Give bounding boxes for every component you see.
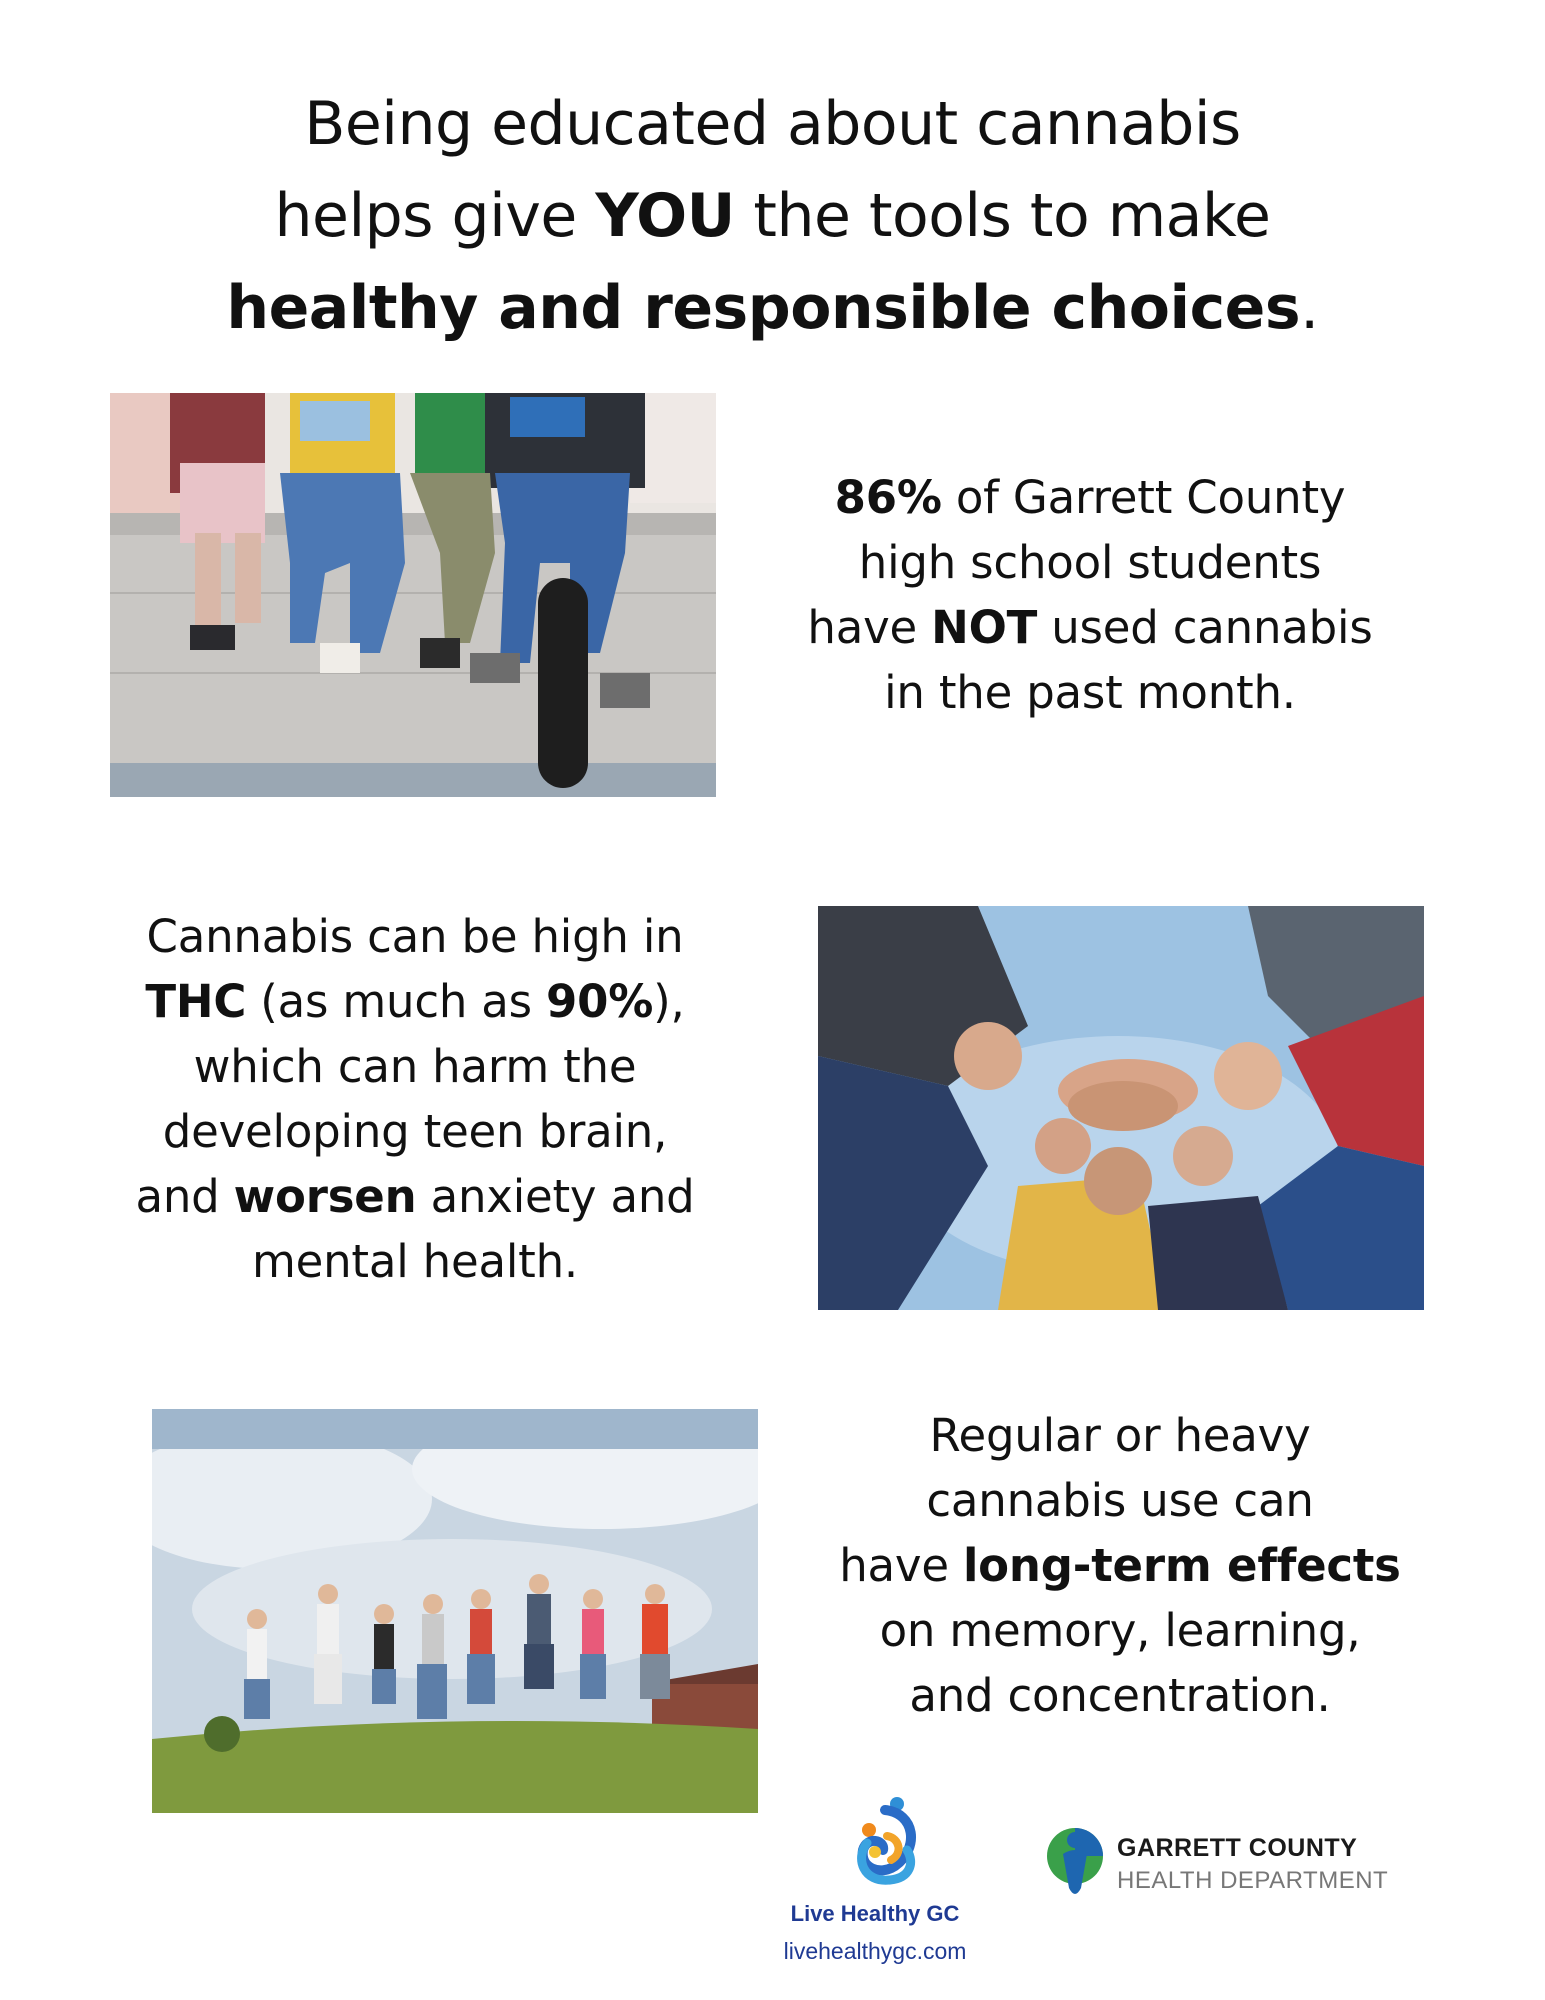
health-dept-line-2: HEALTH DEPARTMENT: [1117, 1867, 1389, 1894]
fact2-line-1: Cannabis can be high in: [146, 910, 684, 963]
teens-sitting-photo: [110, 393, 716, 797]
fact1-line-4: in the past month.: [884, 666, 1296, 719]
fact2-line-6: mental health.: [251, 1235, 579, 1288]
live-healthy-url[interactable]: livehealthygc.com: [783, 1938, 967, 1964]
fact2-line-5: and worsen anxiety and: [135, 1170, 695, 1223]
person-silhouette-icon: [1045, 1826, 1105, 1906]
headline-line-2: helps give YOU the tools to make: [274, 181, 1271, 251]
fact-long-term-effects: [790, 1403, 1450, 1728]
fact-thc: [90, 904, 740, 1294]
live-healthy-name: Live Healthy GC: [790, 1901, 960, 1926]
health-dept-line-1: GARRETT COUNTY: [1117, 1834, 1358, 1862]
teens-jumping-photo: [152, 1409, 758, 1813]
headline: [0, 78, 1545, 354]
live-healthy-emblem-icon: [775, 1788, 975, 1893]
live-healthy-gc-logo: [775, 1788, 975, 1988]
fact3-line-3: have long-term effects: [839, 1539, 1401, 1592]
headline-line-1: Being educated about cannabis: [304, 89, 1241, 159]
headline-line-3: healthy and responsible choices.: [226, 273, 1319, 343]
fact2-line-2: THC (as much as 90%),: [145, 975, 685, 1028]
fact2-line-3: which can harm the: [193, 1040, 637, 1093]
garrett-county-health-dept-logo: [1045, 1822, 1405, 1912]
fact1-line-3: have NOT used cannabis: [807, 601, 1373, 654]
fact-86-percent: [760, 465, 1420, 725]
fact1-line-2: high school students: [858, 536, 1322, 589]
fact1-line-1: 86% of Garrett County: [834, 471, 1346, 524]
fact3-line-2: cannabis use can: [926, 1474, 1314, 1527]
fact2-line-4: developing teen brain,: [162, 1105, 668, 1158]
fact3-line-5: and concentration.: [909, 1669, 1331, 1722]
hands-together-photo: [818, 906, 1424, 1310]
fact3-line-1: Regular or heavy: [929, 1409, 1311, 1462]
fact3-line-4: on memory, learning,: [879, 1604, 1361, 1657]
